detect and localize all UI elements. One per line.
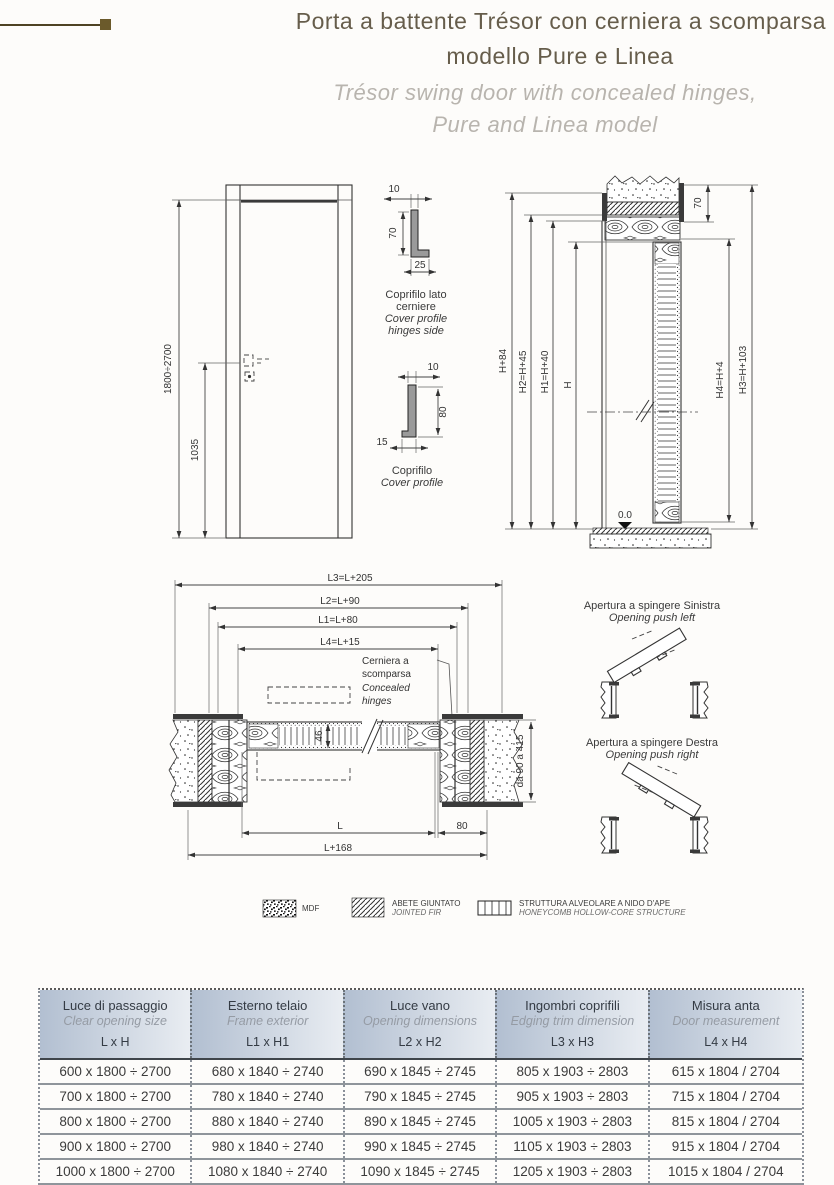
col2-en: Opening dimensions bbox=[363, 1014, 477, 1028]
plan-dim-l4: L4=L+15 bbox=[320, 637, 360, 648]
sizes-table bbox=[38, 988, 804, 1185]
legend-fir-it: ABETE GIUNTATO bbox=[392, 899, 461, 908]
profile2-dim-bottom: 15 bbox=[376, 437, 388, 448]
cell-r2c3: 1005 x 1903 ÷ 2803 bbox=[497, 1110, 649, 1133]
opening-right-title-it: Apertura a spingere Destra bbox=[585, 737, 719, 749]
hinge-label-en2: hinges bbox=[362, 696, 392, 707]
vs-dim-70: 70 bbox=[693, 197, 704, 209]
col2-code: L2 x H2 bbox=[398, 1035, 442, 1049]
col0-it: Luce di passaggio bbox=[62, 998, 168, 1013]
plan-dim-80: 80 bbox=[456, 821, 468, 832]
profile1-label-en1: Cover profile bbox=[384, 313, 448, 325]
col2-it: Luce vano bbox=[390, 998, 451, 1013]
plan-dim-l: L bbox=[337, 821, 343, 832]
col3-code: L3 x H3 bbox=[550, 1035, 594, 1049]
plan-dim-l168: L+168 bbox=[323, 843, 353, 854]
legend-mdf-label: MDF bbox=[302, 904, 320, 913]
profile1-dim-left: 70 bbox=[388, 227, 399, 239]
plan-dim-wall-range: da 90 a 415 bbox=[515, 734, 526, 788]
vs-dim-h: H bbox=[563, 381, 574, 389]
opening-left-title-en: Opening push left bbox=[608, 612, 696, 624]
col3-en: Edging trim dimension bbox=[510, 1014, 635, 1028]
cell-r1c2: 790 x 1845 ÷ 2745 bbox=[345, 1085, 497, 1108]
legend-honeycomb-en: HONEYCOMB HOLLOW-CORE STRUCTURE bbox=[519, 908, 686, 917]
opening-right-title-en: Opening push right bbox=[605, 749, 699, 761]
cell-r1c1: 780 x 1840 ÷ 2740 bbox=[192, 1085, 344, 1108]
profile2-dim-right: 80 bbox=[438, 406, 449, 418]
page-title-en-line1: Trésor swing door with concealed hinges, bbox=[333, 80, 757, 105]
cell-r3c1: 980 x 1840 ÷ 2740 bbox=[192, 1135, 344, 1158]
profile-hinge-side bbox=[384, 184, 447, 337]
technical-drawings bbox=[0, 150, 834, 950]
cell-r3c3: 1105 x 1903 ÷ 2803 bbox=[497, 1135, 649, 1158]
col3-it: Ingombri coprifili bbox=[525, 998, 620, 1013]
page-title-it-line1: Porta a battente Trésor con cerniera a scomparsa bbox=[295, 8, 826, 34]
profile1-dim-top: 10 bbox=[388, 184, 400, 195]
profile1-label-it2: cerniere bbox=[396, 301, 436, 313]
col1-en: Frame exterior bbox=[226, 1014, 309, 1028]
vs-dim-h3: H3=H+103 bbox=[738, 345, 749, 395]
cell-r0c3: 805 x 1903 ÷ 2803 bbox=[497, 1060, 649, 1083]
opening-push-left-diagram bbox=[584, 600, 721, 718]
col1-it: Esterno telaio bbox=[227, 998, 308, 1013]
cell-r2c2: 890 x 1845 ÷ 2745 bbox=[345, 1110, 497, 1133]
cell-r3c0: 900 x 1800 ÷ 2700 bbox=[40, 1135, 192, 1158]
table-row bbox=[40, 1085, 802, 1110]
cell-r4c4: 1015 x 1804 / 2704 bbox=[668, 1164, 784, 1179]
col-header-door-measurement bbox=[650, 990, 802, 1058]
profile2-label-en: Cover profile bbox=[380, 477, 444, 489]
col-header-clear-opening bbox=[40, 990, 192, 1058]
col4-code: L4 x H4 bbox=[704, 1035, 748, 1049]
hinge-label-en1: Concealed bbox=[362, 683, 410, 694]
cell-r0c2: 690 x 1845 ÷ 2745 bbox=[345, 1060, 497, 1083]
profile1-dim-bottom: 25 bbox=[414, 260, 426, 271]
cell-r0c1: 680 x 1840 ÷ 2740 bbox=[192, 1060, 344, 1083]
col-header-frame-exterior bbox=[192, 990, 344, 1058]
cell-r0c4: 615 x 1804 / 2704 bbox=[671, 1064, 780, 1079]
cell-r2c1: 880 x 1840 ÷ 2740 bbox=[192, 1110, 344, 1133]
col0-en: Clear opening size bbox=[63, 1014, 167, 1028]
cell-r1c3: 905 x 1903 ÷ 2803 bbox=[497, 1085, 649, 1108]
title-rule bbox=[0, 24, 100, 26]
hinge-label-it2: scomparsa bbox=[362, 669, 411, 680]
col-header-edging-trim bbox=[497, 990, 649, 1058]
plan-dim-l1: L1=L+80 bbox=[318, 615, 358, 626]
profile2-dim-top: 10 bbox=[427, 362, 439, 373]
table-row bbox=[40, 1135, 802, 1160]
cell-r4c3: 1205 x 1903 ÷ 2803 bbox=[497, 1160, 649, 1183]
honeycomb-swatch-icon bbox=[478, 901, 511, 915]
table-row bbox=[40, 1160, 802, 1185]
profile1-label-en2: hinges side bbox=[388, 325, 444, 337]
mdf-swatch-icon bbox=[263, 900, 296, 917]
cell-r3c4: 915 x 1804 / 2704 bbox=[671, 1139, 780, 1154]
vs-dim-h4: H4=H+4 bbox=[715, 361, 726, 399]
col1-code: L1 x H1 bbox=[246, 1035, 290, 1049]
vs-dim-h1: H1=H+40 bbox=[540, 350, 551, 394]
page-title-it-line2: modello Pure e Linea bbox=[446, 43, 674, 69]
jointed-fir-swatch-icon bbox=[352, 898, 384, 917]
cell-r4c2: 1090 x 1845 ÷ 2745 bbox=[345, 1160, 497, 1183]
plan-dim-46: 46 bbox=[314, 730, 325, 742]
profile1-label-it1: Coprifilo lato bbox=[385, 289, 447, 301]
elevation-handle-dim: 1035 bbox=[190, 438, 201, 462]
vertical-section-drawing bbox=[498, 176, 758, 548]
cell-r2c4: 815 x 1804 / 2704 bbox=[671, 1114, 780, 1129]
profile-standard bbox=[376, 362, 449, 489]
hinge-label-it1: Cerniera a bbox=[362, 656, 409, 667]
sizes-table-header bbox=[40, 990, 802, 1060]
opening-push-right-diagram bbox=[586, 737, 719, 853]
level-mark: 0.0 bbox=[618, 510, 632, 521]
col-header-opening-dimensions bbox=[345, 990, 497, 1058]
elevation-drawing bbox=[163, 185, 352, 538]
cell-r4c1: 1080 x 1840 ÷ 2740 bbox=[192, 1160, 344, 1183]
materials-legend bbox=[263, 898, 686, 917]
col4-it: Misura anta bbox=[691, 998, 760, 1013]
col0-code: L x H bbox=[100, 1035, 130, 1049]
title-bullet-icon bbox=[100, 19, 111, 30]
page-title-en-line2: Pure and Linea model bbox=[432, 112, 658, 137]
cell-r1c0: 700 x 1800 ÷ 2700 bbox=[40, 1085, 192, 1108]
opening-left-title-it: Apertura a spingere Sinistra bbox=[583, 600, 721, 612]
cell-r2c0: 800 x 1800 ÷ 2700 bbox=[40, 1110, 192, 1133]
cell-r1c4: 715 x 1804 / 2704 bbox=[671, 1089, 780, 1104]
elevation-height-dim: 1800÷2700 bbox=[163, 344, 174, 394]
vs-dim-h84: H+84 bbox=[498, 348, 509, 374]
cell-r3c2: 990 x 1845 ÷ 2745 bbox=[345, 1135, 497, 1158]
plan-section-drawing bbox=[169, 573, 536, 860]
legend-fir-en: JOINTED FIR bbox=[392, 908, 442, 917]
profile2-label-it: Coprifilo bbox=[391, 465, 433, 477]
plan-dim-l2: L2=L+90 bbox=[320, 596, 360, 607]
table-row bbox=[40, 1060, 802, 1085]
cell-r0c0: 600 x 1800 ÷ 2700 bbox=[40, 1060, 192, 1083]
lock-detail bbox=[244, 355, 269, 381]
legend-honeycomb-it: STRUTTURA ALVEOLARE A NIDO D'APE bbox=[519, 899, 671, 908]
table-row bbox=[40, 1110, 802, 1135]
plan-dim-l3: L3=L+205 bbox=[327, 573, 373, 584]
vs-dim-h2: H2=H+45 bbox=[518, 350, 529, 394]
col4-en: Door measurement bbox=[672, 1014, 780, 1028]
cell-r4c0: 1000 x 1800 ÷ 2700 bbox=[40, 1160, 192, 1183]
